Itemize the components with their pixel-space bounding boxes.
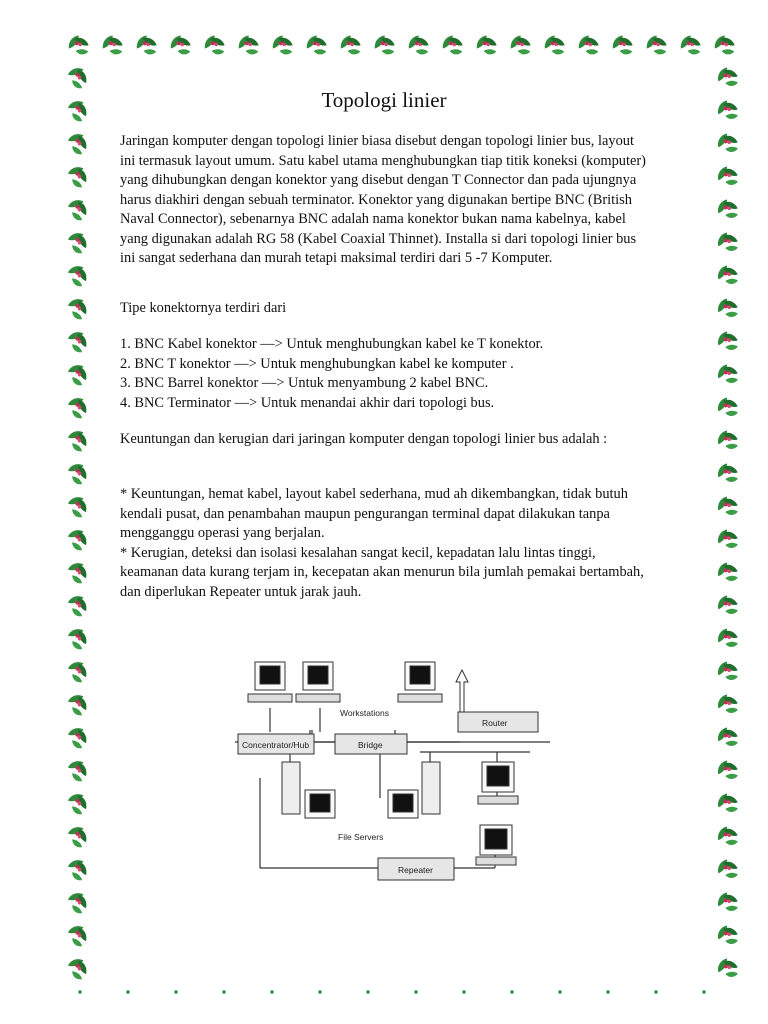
holly-sprig <box>65 263 90 288</box>
connector-types-heading: Tipe konektornya terdiri dari <box>120 300 287 316</box>
holly-sprig <box>65 296 90 321</box>
holly-sprig <box>715 461 740 486</box>
holly-sprig <box>678 34 702 58</box>
holly-sprig <box>202 34 226 58</box>
holly-sprig <box>715 692 740 717</box>
holly-sprig <box>65 824 90 849</box>
holly-sprig <box>715 791 740 816</box>
holly-sprig <box>715 593 740 618</box>
disadvantages-point: * Kerugian, deteksi dan isolasi kesalahan sangat kecil, kepadatan lalu lintas tinggi, keamanan data kurang terjam in, kecepatan akan menurun bila jumlah pemakai bertambah, dan diperlukan Repeater untuk jarak jauh. <box>120 544 644 600</box>
connector-list <box>120 335 648 413</box>
holly-sprig <box>715 329 740 354</box>
holly-sprig <box>715 197 740 222</box>
holly-sprig <box>65 758 90 783</box>
holly-sprig <box>366 990 370 994</box>
holly-sprig <box>78 990 82 994</box>
holly-sprig <box>414 990 418 994</box>
holly-sprig <box>712 34 736 58</box>
holly-sprig <box>126 990 130 994</box>
holly-sprig <box>702 990 706 994</box>
holly-sprig <box>715 164 740 189</box>
list-item: 2. BNC T konektor —> Untuk menghubungkan kabel ke komputer . <box>120 355 514 372</box>
holly-sprig <box>304 34 328 58</box>
holly-sprig <box>715 263 740 288</box>
holly-sprig <box>270 990 274 994</box>
holly-sprig <box>715 857 740 882</box>
pros-cons-intro: Keuntungan dan kerugian dari jaringan komputer dengan topologi linier bus adalah : <box>120 431 608 447</box>
pros-cons-points <box>120 485 648 602</box>
holly-sprig <box>610 34 634 58</box>
advantages-point: * Keuntungan, hemat kabel, layout kabel sederhana, mud ah dikembangkan, tidak butuh kendali pusat, dan penambahan maupun pengurangan terminal dapat dilakukan tanpa mengganggu operasi yang berjalan. <box>120 486 628 541</box>
holly-sprig <box>644 34 668 58</box>
holly-sprig <box>65 527 90 552</box>
holly-sprig <box>715 923 740 948</box>
holly-sprig <box>222 990 226 994</box>
holly-sprig <box>715 824 740 849</box>
holly-sprig <box>715 362 740 387</box>
holly-sprig <box>65 65 90 90</box>
holly-sprig <box>715 65 740 90</box>
list-item: 1. BNC Kabel konektor —> Untuk menghubungkan kabel ke T konektor. <box>120 336 544 352</box>
holly-sprig <box>715 956 740 981</box>
repeater-label: Repeater <box>398 865 433 875</box>
holly-sprig <box>558 990 562 994</box>
holly-sprig <box>606 990 610 994</box>
holly-sprig <box>338 34 362 58</box>
holly-sprig <box>440 34 464 58</box>
holly-sprig <box>576 34 600 58</box>
holly-sprig <box>65 692 90 717</box>
holly-sprig <box>715 296 740 321</box>
holly-sprig <box>318 990 322 994</box>
holly-sprig <box>715 560 740 585</box>
holly-sprig <box>236 34 260 58</box>
holly-sprig <box>715 527 740 552</box>
holly-sprig <box>65 461 90 486</box>
holly-sprig <box>66 34 90 58</box>
holly-sprig <box>406 34 430 58</box>
holly-sprig <box>715 659 740 684</box>
holly-sprig <box>715 131 740 156</box>
concentrator-label: Concentrator/Hub <box>242 740 310 750</box>
holly-sprig <box>100 34 124 58</box>
holly-sprig <box>174 990 178 994</box>
holly-sprig <box>65 395 90 420</box>
holly-sprig <box>508 34 532 58</box>
holly-sprig <box>715 890 740 915</box>
holly-sprig <box>715 725 740 750</box>
holly-sprig <box>715 428 740 453</box>
list-item: 3. BNC Barrel konektor —> Untuk menyambung 2 kabel BNC. <box>120 375 489 391</box>
intro-paragraph: Jaringan komputer dengan topologi linier biasa disebut dengan topologi linier bus, layout ini termasuk layout umum. Satu kabel utama menghubungkan tiap titik koneksi (komputer) yang dihubungkan dengan konektor yang disebut dengan T Connector dan pada ujungnya harus diakhiri dengan sebuah terminator. Konektor yang digunakan bertipe BNC (British Naval Connector), sebenarnya BNC adalah nama konektor bukan nama kabelnya, kabel yang digunakan adalah RG 58 (Kabel Coaxial Thinnet). Installa si dari topologi linier bus ini sangat sederhana dan murah tetapi maksimal terdiri dari 5 -7 Komputer. <box>120 133 646 266</box>
holly-sprig <box>65 230 90 255</box>
holly-sprig <box>65 626 90 651</box>
holly-sprig <box>715 758 740 783</box>
router-label: Router <box>482 718 508 728</box>
holly-sprig <box>654 990 658 994</box>
holly-sprig <box>372 34 396 58</box>
holly-sprig <box>65 659 90 684</box>
holly-sprig <box>462 990 466 994</box>
holly-sprig <box>65 428 90 453</box>
workstations-label: Workstations <box>340 708 389 718</box>
holly-sprig <box>65 197 90 222</box>
holly-sprig <box>65 131 90 156</box>
holly-sprig <box>65 164 90 189</box>
holly-sprig <box>270 34 294 58</box>
file-servers-label: File Servers <box>338 832 384 842</box>
holly-sprig <box>65 725 90 750</box>
holly-sprig <box>65 593 90 618</box>
holly-sprig <box>715 626 740 651</box>
holly-sprig <box>65 923 90 948</box>
holly-sprig <box>65 362 90 387</box>
holly-sprig <box>65 329 90 354</box>
holly-sprig <box>65 560 90 585</box>
holly-sprig <box>65 956 90 981</box>
holly-sprig <box>134 34 158 58</box>
holly-sprig <box>715 494 740 519</box>
bridge-label: Bridge <box>358 740 383 750</box>
holly-sprig <box>65 890 90 915</box>
holly-sprig <box>542 34 566 58</box>
page-title: Topologi linier <box>321 88 447 112</box>
network-diagram <box>230 650 550 890</box>
holly-sprig <box>65 857 90 882</box>
holly-sprig <box>168 34 192 58</box>
holly-sprig <box>715 230 740 255</box>
holly-sprig <box>715 395 740 420</box>
holly-sprig <box>65 494 90 519</box>
list-item: 4. BNC Terminator —> Untuk menandai akhir dari topologi bus. <box>120 394 495 411</box>
holly-sprig <box>510 990 514 994</box>
holly-sprig <box>474 34 498 58</box>
holly-sprig <box>65 791 90 816</box>
